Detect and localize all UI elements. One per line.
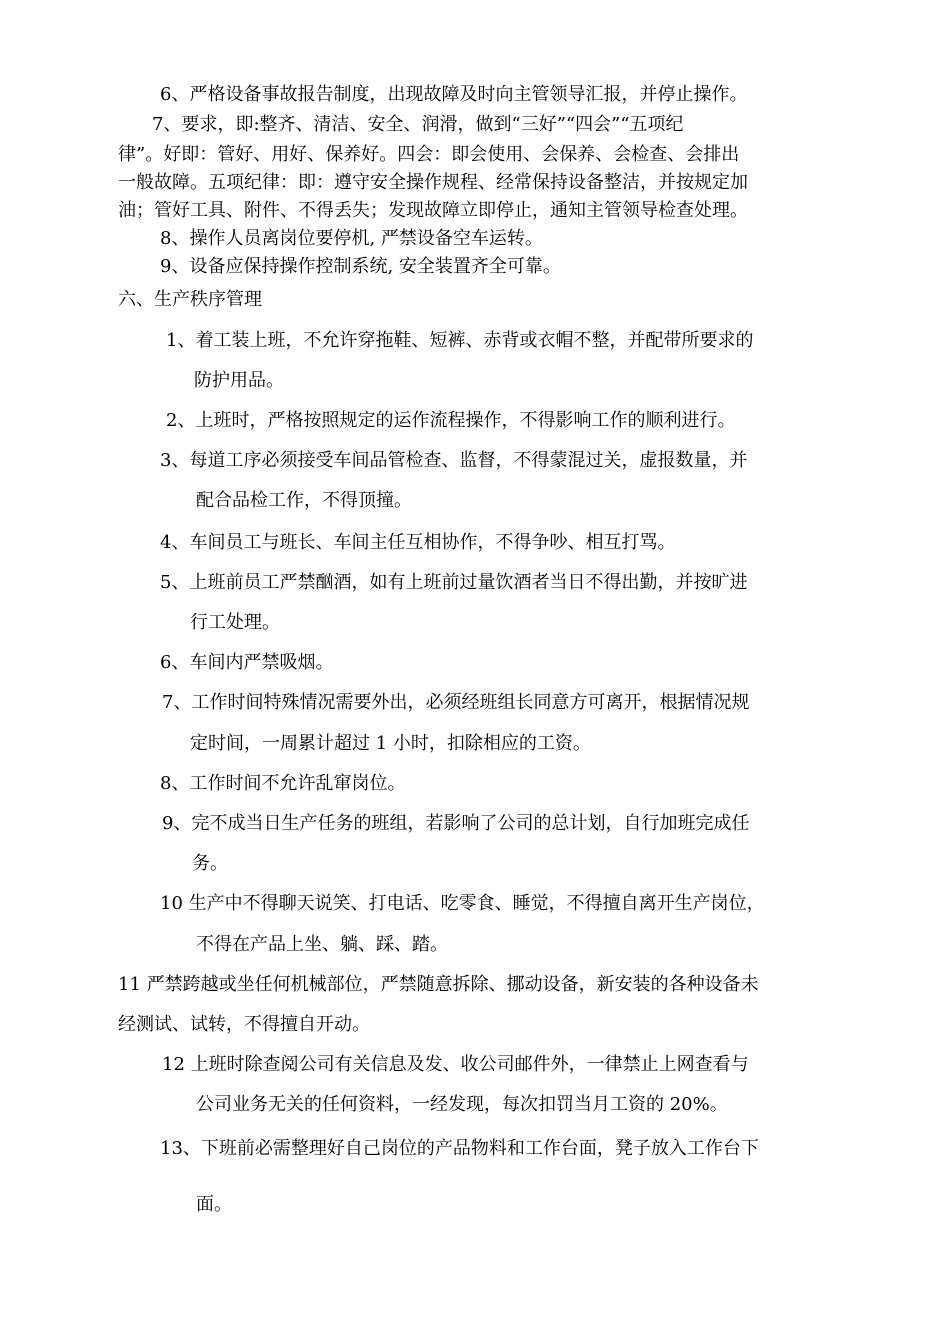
text-line: 不得在产品上坐、躺、踩、踏。	[196, 934, 448, 955]
text-line: 5、上班前员工严禁酗酒，如有上班前过量饮酒者当日不得出勤，并按旷进	[160, 572, 748, 593]
section-heading: 六、生产秩序管理	[118, 289, 262, 310]
text-line: 8、操作人员离岗位要停机, 严禁设备空车运转。	[160, 228, 543, 249]
text-line: 律”。好即：管好、用好、保养好。四会：即会使用、会保养、会检查、会排出	[118, 144, 740, 165]
text-line: 面。	[196, 1194, 232, 1215]
text-line: 4、车间员工与班长、车间主任互相协作，不得争吵、相互打骂。	[160, 532, 676, 553]
text-line: 公司业务无关的任何资料，一经发现，每次扣罚当月工资的 20%。	[196, 1094, 728, 1115]
text-line: 10 生产中不得聊天说笑、打电话、吃零食、睡觉，不得擅自离开生产岗位，	[160, 893, 765, 914]
text-line: 配合品检工作，不得顶撞。	[196, 490, 412, 511]
text-line: 行工处理。	[190, 612, 280, 633]
text-line: 一般故障。五项纪律：即：遵守安全操作规程、经常保持设备整洁，并按规定加	[118, 172, 748, 193]
text-line: 9、完不成当日生产任务的班组，若影响了公司的总计划，自行加班完成任	[162, 813, 750, 834]
text-line: 6、车间内严禁吸烟。	[160, 652, 334, 673]
text-line: 8、工作时间不允许乱窜岗位。	[160, 773, 406, 794]
text-line: 经测试、试转，不得擅自开动。	[118, 1014, 370, 1035]
text-line: 13、下班前必需整理好自己岗位的产品物料和工作台面，凳子放入工作台下	[160, 1138, 759, 1159]
text-line: 6、严格设备事故报告制度，出现故障及时向主管领导汇报，并停止操作。	[160, 84, 748, 105]
text-line: 11 严禁跨越或坐任何机械部位，严禁随意拆除、挪动设备，新安装的各种设备未	[118, 974, 759, 995]
text-line: 2、上班时，严格按照规定的运作流程操作，不得影响工作的顺利进行。	[166, 410, 736, 431]
text-line: 7、工作时间特殊情况需要外出，必须经班组长同意方可离开，根据情况规	[162, 692, 750, 713]
text-line: 防护用品。	[194, 370, 284, 391]
text-line: 油；管好工具、附件、不得丢失；发现故障立即停止，通知主管领导检查处理。	[118, 200, 748, 221]
text-line: 7、要求，即:整齐、清洁、安全、润滑，做到“三好”“四会”“五项纪	[152, 114, 684, 135]
text-line: 3、每道工序必须接受车间品管检查、监督，不得蒙混过关，虚报数量，并	[160, 450, 748, 471]
text-line: 务。	[192, 853, 228, 874]
text-line: 1、着工装上班，不允许穿拖鞋、短裤、赤背或衣帽不整，并配带所要求的	[166, 330, 754, 351]
text-line: 9、设备应保持操作控制系统, 安全装置齐全可靠。	[160, 256, 561, 277]
text-line: 定时间，一周累计超过 1 小时，扣除相应的工资。	[190, 733, 591, 754]
text-line: 12 上班时除查阅公司有关信息及发、收公司邮件外，一律禁止上网查看与	[162, 1054, 749, 1075]
